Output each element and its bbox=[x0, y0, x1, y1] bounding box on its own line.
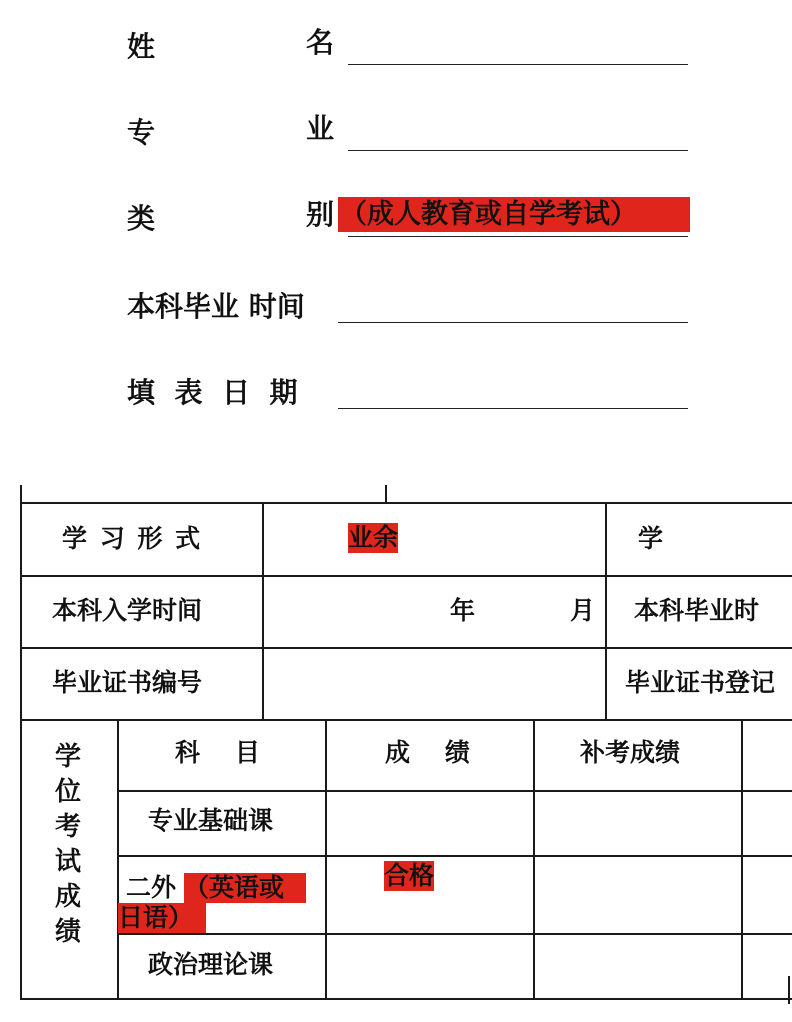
table-hline bbox=[117, 855, 792, 857]
table-border bbox=[385, 485, 387, 503]
category-underline[interactable] bbox=[348, 236, 688, 237]
subject-second-language-note-b: 日语） bbox=[118, 903, 206, 933]
admission-time-label: 本科入学时间 bbox=[52, 596, 203, 625]
table-hline bbox=[20, 575, 792, 577]
table-vline bbox=[533, 719, 535, 999]
graduation-time-underline[interactable] bbox=[338, 322, 688, 323]
table-hline bbox=[20, 998, 792, 1000]
major-underline[interactable] bbox=[348, 150, 688, 151]
category-label-first: 类 bbox=[127, 202, 156, 235]
table-vline bbox=[325, 719, 327, 999]
major-label-second: 业 bbox=[306, 112, 335, 145]
table-hline bbox=[20, 502, 792, 504]
degree-exam-score-label bbox=[48, 740, 88, 950]
vertical-char: 试 bbox=[54, 847, 81, 877]
cursor-mark bbox=[788, 976, 790, 1004]
table-hline bbox=[117, 790, 792, 792]
certificate-registration-label-partial: 毕业证书登记 bbox=[625, 668, 776, 697]
fill-date-label: 填 表 日 期 bbox=[127, 376, 298, 409]
table-vline bbox=[605, 502, 607, 720]
name-label-first: 姓 bbox=[127, 30, 156, 63]
subject-second-language-note-a: （英语或 bbox=[184, 873, 306, 903]
table-vline bbox=[262, 502, 264, 720]
table-border bbox=[20, 502, 22, 999]
name-label-second: 名 bbox=[306, 26, 335, 59]
table-hline bbox=[20, 647, 792, 649]
certificate-number-label: 毕业证书编号 bbox=[52, 668, 203, 697]
subject-political-theory: 政治理论课 bbox=[148, 950, 274, 979]
subject-header: 科 目 bbox=[175, 738, 260, 767]
admission-year-label: 年 bbox=[450, 596, 476, 625]
makeup-score-header: 补考成绩 bbox=[580, 738, 681, 767]
vertical-char: 学 bbox=[54, 742, 81, 772]
graduation-time-label: 本科毕业 时间 bbox=[127, 290, 305, 323]
vertical-char: 绩 bbox=[54, 917, 81, 947]
degree-label-partial: 学 bbox=[638, 524, 664, 553]
graduation-time-label-partial: 本科毕业时 bbox=[634, 596, 760, 625]
vertical-char: 考 bbox=[54, 812, 81, 842]
category-label-second: 别 bbox=[306, 198, 335, 231]
major-label-first: 专 bbox=[127, 116, 156, 149]
vertical-char: 位 bbox=[54, 777, 81, 807]
fill-date-underline[interactable] bbox=[338, 408, 688, 409]
study-form-label: 学 习 形 式 bbox=[62, 524, 201, 553]
category-value-highlight: （成人教育或自学考试） bbox=[338, 197, 690, 232]
name-underline[interactable] bbox=[348, 64, 688, 65]
second-language-score: 合格 bbox=[384, 861, 435, 890]
table-hline bbox=[117, 933, 792, 935]
admission-month-label: 月 bbox=[570, 596, 596, 625]
vertical-char: 成 bbox=[54, 882, 81, 912]
subject-professional-basics: 专业基础课 bbox=[148, 806, 274, 835]
table-hline bbox=[20, 719, 792, 721]
score-header: 成 绩 bbox=[385, 738, 470, 767]
subject-second-language-a: 二外 bbox=[126, 873, 177, 902]
table-vline bbox=[117, 719, 119, 999]
table-vline bbox=[741, 719, 743, 999]
study-form-value: 业余 bbox=[348, 523, 399, 552]
